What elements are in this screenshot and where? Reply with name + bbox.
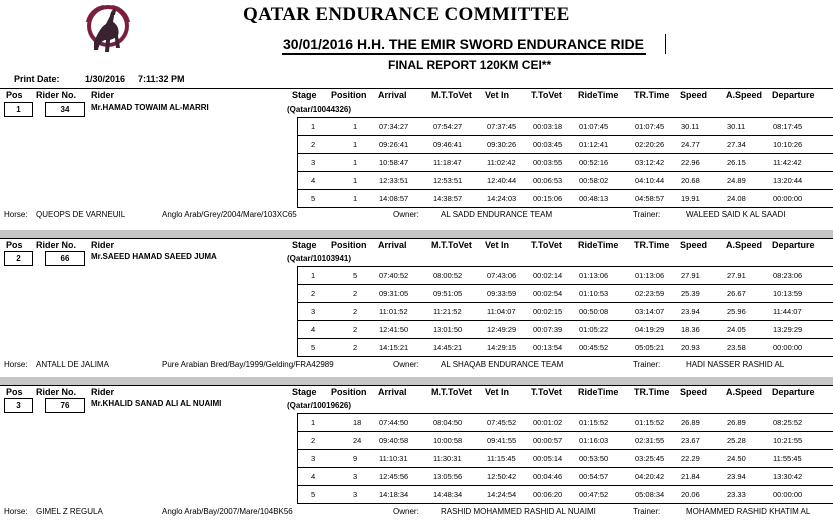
- column-header-speed: Speed: [680, 387, 708, 397]
- cell-t-to-vet: 00:03:55: [533, 158, 563, 167]
- cell-speed: 23.94: [681, 307, 700, 316]
- cell-vet-in: 14:29:15: [487, 343, 517, 352]
- cell-mt-to-vet: 08:04:50: [433, 418, 463, 427]
- cell-stage: 2: [311, 289, 316, 298]
- column-header-rider: Rider: [91, 240, 115, 250]
- cell-ride-time: 00:48:13: [579, 194, 609, 203]
- cell-ride-time: 01:05:22: [579, 325, 609, 334]
- cell-arrival: 14:15:21: [379, 343, 409, 352]
- column-header-mt-to-vet: M.T.ToVet: [431, 90, 472, 100]
- column-header-ride-time: RideTime: [578, 240, 619, 250]
- cell-t-to-vet: 00:02:54: [533, 289, 563, 298]
- column-header-pos: Pos: [6, 387, 23, 397]
- stage-row: [297, 135, 833, 154]
- cell-tr-time: 02:31:55: [635, 436, 665, 445]
- cell-ride-time: 01:13:06: [579, 271, 609, 280]
- column-header-arrival: Arrival: [378, 90, 407, 100]
- report-title: FINAL REPORT 120KM CEI**: [388, 58, 552, 72]
- column-header-departure: Departure: [772, 387, 815, 397]
- cell-vet-in: 14:24:03: [487, 194, 517, 203]
- cell-position: 1: [353, 158, 358, 167]
- cell-speed: 20.93: [681, 343, 700, 352]
- cell-departure: 13:20:44: [773, 176, 803, 185]
- cell-a-speed: 24.05: [727, 325, 746, 334]
- trainer-name: WALEED SAID K AL SAADI: [686, 210, 786, 219]
- cell-ride-time: 01:12:41: [579, 140, 609, 149]
- column-header-vet-in: Vet In: [485, 90, 510, 100]
- stage-row: [297, 171, 833, 190]
- text-cursor: [665, 34, 666, 54]
- cell-t-to-vet: 00:00:57: [533, 436, 563, 445]
- cell-stage: 1: [311, 418, 316, 427]
- column-header-tr-time: TR.Time: [634, 90, 670, 100]
- horse-details: Anglo Arab/Grey/2004/Mare/103XC65: [162, 210, 297, 219]
- cell-ride-time: 00:52:16: [579, 158, 609, 167]
- column-header-arrival: Arrival: [378, 387, 407, 397]
- cell-position: 2: [353, 289, 358, 298]
- cell-mt-to-vet: 09:51:05: [433, 289, 463, 298]
- cell-stage: 1: [311, 122, 316, 131]
- cell-stage: 5: [311, 490, 316, 499]
- print-time: 7:11:32 PM: [138, 74, 185, 84]
- column-header-rider-no: Rider No.: [36, 240, 77, 250]
- cell-t-to-vet: 00:02:15: [533, 307, 563, 316]
- cell-vet-in: 11:02:42: [487, 158, 516, 167]
- cell-arrival: 14:08:57: [379, 194, 409, 203]
- cell-speed: 26.89: [681, 418, 700, 427]
- rider-section: [0, 84, 833, 230]
- cell-speed: 21.84: [681, 472, 700, 481]
- stage-row: [297, 467, 833, 486]
- cell-a-speed: 24.50: [727, 454, 746, 463]
- header-line: [0, 88, 833, 89]
- cell-a-speed: 23.94: [727, 472, 746, 481]
- position-box: 3: [4, 398, 33, 413]
- cell-ride-time: 00:50:08: [579, 307, 609, 316]
- cell-tr-time: 05:05:21: [635, 343, 665, 352]
- cell-t-to-vet: 00:04:46: [533, 472, 563, 481]
- cell-arrival: 12:45:56: [379, 472, 409, 481]
- column-header-vet-in: Vet In: [485, 387, 510, 397]
- cell-tr-time: 05:08:34: [635, 490, 665, 499]
- cell-stage: 5: [311, 194, 316, 203]
- cell-ride-time: 00:47:52: [579, 490, 609, 499]
- cell-stage: 4: [311, 472, 316, 481]
- cell-speed: 18.36: [681, 325, 700, 334]
- cell-vet-in: 12:49:29: [487, 325, 517, 334]
- cell-stage: 2: [311, 140, 316, 149]
- cell-tr-time: 04:58:57: [635, 194, 665, 203]
- cell-mt-to-vet: 14:38:57: [433, 194, 463, 203]
- cell-a-speed: 25.28: [727, 436, 746, 445]
- rider-number-box: 66: [45, 251, 85, 266]
- rider-id: (Qatar/10019626): [287, 401, 352, 410]
- cell-speed: 20.68: [681, 176, 700, 185]
- cell-a-speed: 23.33: [727, 490, 746, 499]
- stage-row: [297, 117, 833, 136]
- cell-arrival: 09:40:58: [379, 436, 409, 445]
- cell-vet-in: 09:41:55: [487, 436, 517, 445]
- rider-section: [0, 377, 833, 523]
- print-date-label: Print Date:: [14, 74, 60, 84]
- column-header-position: Position: [331, 240, 367, 250]
- cell-position: 2: [353, 343, 358, 352]
- column-header-speed: Speed: [680, 90, 708, 100]
- cell-t-to-vet: 00:06:53: [533, 176, 563, 185]
- stage-row: [297, 153, 833, 172]
- cell-arrival: 09:26:41: [379, 140, 409, 149]
- cell-vet-in: 12:50:42: [487, 472, 517, 481]
- horse-label: Horse:: [4, 360, 28, 369]
- stage-row: [297, 413, 833, 432]
- column-header-departure: Departure: [772, 90, 815, 100]
- cell-position: 5: [353, 271, 358, 280]
- horse-label: Horse:: [4, 507, 28, 516]
- cell-vet-in: 14:24:54: [487, 490, 517, 499]
- cell-ride-time: 00:58:02: [579, 176, 609, 185]
- column-header-vet-in: Vet In: [485, 240, 510, 250]
- horse-name: QUEOPS DE VARNEUIL: [36, 210, 126, 219]
- owner-name: AL SHAQAB ENDURANCE TEAM: [441, 360, 564, 369]
- column-header-t-to-vet: T.ToVet: [531, 90, 562, 100]
- cell-position: 24: [353, 436, 362, 445]
- horse-label: Horse:: [4, 210, 28, 219]
- stage-row: [297, 266, 833, 285]
- column-header-tr-time: TR.Time: [634, 387, 670, 397]
- horse-name: ANTALL DE JALIMA: [36, 360, 109, 369]
- cell-mt-to-vet: 13:05:56: [433, 472, 463, 481]
- cell-arrival: 14:18:34: [379, 490, 409, 499]
- cell-stage: 2: [311, 436, 316, 445]
- cell-speed: 23.67: [681, 436, 700, 445]
- cell-a-speed: 26.15: [727, 158, 746, 167]
- cell-departure: 08:23:06: [773, 271, 803, 280]
- cell-speed: 30.11: [681, 122, 700, 131]
- section-separator: [0, 230, 833, 238]
- cell-ride-time: 01:10:53: [579, 289, 609, 298]
- cell-arrival: 12:33:51: [379, 176, 409, 185]
- cell-arrival: 09:31:05: [379, 289, 409, 298]
- cell-vet-in: 11:15:45: [487, 454, 516, 463]
- cell-a-speed: 24.89: [727, 176, 746, 185]
- cell-position: 2: [353, 307, 358, 316]
- cell-ride-time: 00:45:52: [579, 343, 609, 352]
- cell-a-speed: 27.34: [727, 140, 746, 149]
- cell-a-speed: 23.58: [727, 343, 746, 352]
- cell-departure: 11:42:42: [773, 158, 802, 167]
- cell-position: 3: [353, 490, 358, 499]
- rider-section: [0, 230, 833, 376]
- column-header-departure: Departure: [772, 240, 815, 250]
- trainer-label: Trainer:: [633, 360, 661, 369]
- column-header-position: Position: [331, 90, 367, 100]
- print-date: 1/30/2016: [85, 74, 126, 84]
- cell-departure: 13:30:42: [773, 472, 803, 481]
- cell-vet-in: 07:45:52: [487, 418, 517, 427]
- cell-stage: 3: [311, 454, 316, 463]
- trainer-label: Trainer:: [633, 210, 661, 219]
- stage-row: [297, 485, 833, 504]
- cell-tr-time: 03:14:07: [635, 307, 665, 316]
- cell-stage: 3: [311, 158, 316, 167]
- cell-mt-to-vet: 11:21:52: [433, 307, 462, 316]
- column-header-rider-no: Rider No.: [36, 90, 77, 100]
- column-header-stage: Stage: [292, 240, 317, 250]
- cell-stage: 4: [311, 325, 316, 334]
- cell-speed: 27.91: [681, 271, 700, 280]
- cell-departure: 00:00:00: [773, 194, 803, 203]
- cell-mt-to-vet: 11:30:31: [433, 454, 462, 463]
- cell-arrival: 07:44:50: [379, 418, 409, 427]
- cell-vet-in: 12:40:44: [487, 176, 517, 185]
- cell-tr-time: 03:12:42: [635, 158, 665, 167]
- column-header-t-to-vet: T.ToVet: [531, 387, 562, 397]
- cell-ride-time: 01:16:03: [579, 436, 609, 445]
- cell-t-to-vet: 00:13:54: [533, 343, 563, 352]
- column-header-rider-no: Rider No.: [36, 387, 77, 397]
- cell-a-speed: 24.08: [727, 194, 746, 203]
- column-header-stage: Stage: [292, 90, 317, 100]
- cell-vet-in: 09:30:26: [487, 140, 517, 149]
- cell-arrival: 07:34:27: [379, 122, 409, 131]
- horse-details: Pure Arabian Bred/Bay/1999/Gelding/FRA42989: [162, 360, 334, 369]
- cell-mt-to-vet: 11:18:47: [433, 158, 462, 167]
- column-header-pos: Pos: [6, 240, 23, 250]
- owner-label: Owner:: [393, 507, 419, 516]
- column-header-ride-time: RideTime: [578, 90, 619, 100]
- committee-title: QATAR ENDURANCE COMMITTEE: [243, 4, 570, 25]
- cell-a-speed: 27.91: [727, 271, 746, 280]
- stage-row: [297, 338, 833, 357]
- column-header-rider: Rider: [91, 90, 115, 100]
- column-header-pos: Pos: [6, 90, 23, 100]
- cell-stage: 1: [311, 271, 316, 280]
- cell-tr-time: 01:13:06: [635, 271, 665, 280]
- cell-speed: 22.29: [681, 454, 700, 463]
- cell-mt-to-vet: 12:53:51: [433, 176, 463, 185]
- cell-vet-in: 07:43:06: [487, 271, 517, 280]
- cell-tr-time: 01:07:45: [635, 122, 665, 131]
- cell-departure: 00:00:00: [773, 343, 803, 352]
- cell-mt-to-vet: 14:48:34: [433, 490, 463, 499]
- rider-name: Mr.KHALID SANAD ALI AL NUAIMI: [91, 399, 222, 408]
- cell-tr-time: 04:19:29: [635, 325, 665, 334]
- cell-position: 18: [353, 418, 362, 427]
- column-header-rider: Rider: [91, 387, 115, 397]
- trainer-label: Trainer:: [633, 507, 661, 516]
- cell-tr-time: 03:25:45: [635, 454, 665, 463]
- cell-vet-in: 09:33:59: [487, 289, 517, 298]
- cell-departure: 08:25:52: [773, 418, 803, 427]
- column-header-stage: Stage: [292, 387, 317, 397]
- cell-t-to-vet: 00:07:39: [533, 325, 563, 334]
- stage-row: [297, 320, 833, 339]
- trainer-name: HADI NASSER RASHID AL: [686, 360, 785, 369]
- rider-name: Mr.SAEED HAMAD SAEED JUMA: [91, 252, 217, 261]
- stage-row: [297, 189, 833, 208]
- cell-position: 9: [353, 454, 358, 463]
- header-line: [0, 238, 833, 239]
- column-header-position: Position: [331, 387, 367, 397]
- column-header-mt-to-vet: M.T.ToVet: [431, 240, 472, 250]
- cell-departure: 10:13:59: [773, 289, 803, 298]
- cell-position: 2: [353, 325, 358, 334]
- cell-speed: 22.96: [681, 158, 700, 167]
- section-separator: [0, 377, 833, 385]
- cell-departure: 11:55:45: [773, 454, 802, 463]
- cell-position: 1: [353, 194, 358, 203]
- cell-arrival: 11:01:52: [379, 307, 408, 316]
- cell-ride-time: 00:53:50: [579, 454, 609, 463]
- column-header-a-speed: A.Speed: [726, 387, 763, 397]
- cell-position: 1: [353, 140, 358, 149]
- cell-ride-time: 01:15:52: [579, 418, 609, 427]
- column-header-t-to-vet: T.ToVet: [531, 240, 562, 250]
- committee-logo: [80, 2, 136, 60]
- cell-t-to-vet: 00:01:02: [533, 418, 563, 427]
- cell-t-to-vet: 00:06:20: [533, 490, 563, 499]
- cell-mt-to-vet: 09:46:41: [433, 140, 463, 149]
- cell-vet-in: 11:04:07: [487, 307, 516, 316]
- rider-number-box: 76: [45, 398, 85, 413]
- position-box: 1: [4, 102, 33, 117]
- column-header-ride-time: RideTime: [578, 387, 619, 397]
- cell-tr-time: 02:20:26: [635, 140, 665, 149]
- column-header-arrival: Arrival: [378, 240, 407, 250]
- owner-label: Owner:: [393, 360, 419, 369]
- cell-t-to-vet: 00:05:14: [533, 454, 563, 463]
- cell-mt-to-vet: 08:00:52: [433, 271, 463, 280]
- cell-speed: 20.06: [681, 490, 700, 499]
- cell-departure: 10:10:26: [773, 140, 803, 149]
- stage-row: [297, 449, 833, 468]
- stage-row: [297, 302, 833, 321]
- cell-t-to-vet: 00:15:06: [533, 194, 563, 203]
- cell-stage: 4: [311, 176, 316, 185]
- cell-mt-to-vet: 07:54:27: [433, 122, 463, 131]
- column-header-a-speed: A.Speed: [726, 240, 763, 250]
- stage-row: [297, 284, 833, 303]
- cell-speed: 24.77: [681, 140, 700, 149]
- cell-mt-to-vet: 13:01:50: [433, 325, 463, 334]
- cell-departure: 00:00:00: [773, 490, 803, 499]
- cell-tr-time: 04:10:44: [635, 176, 665, 185]
- cell-vet-in: 07:37:45: [487, 122, 517, 131]
- rider-number-box: 34: [45, 102, 85, 117]
- event-title: 30/01/2016 H.H. THE EMIR SWORD ENDURANCE RIDE: [282, 36, 646, 55]
- trainer-name: MOHAMMED RASHID KHATIM AL: [686, 507, 811, 516]
- header-line: [0, 385, 833, 386]
- cell-position: 1: [353, 122, 358, 131]
- column-header-a-speed: A.Speed: [726, 90, 763, 100]
- cell-arrival: 07:40:52: [379, 271, 409, 280]
- cell-mt-to-vet: 10:00:58: [433, 436, 463, 445]
- cell-stage: 3: [311, 307, 316, 316]
- cell-a-speed: 26.67: [727, 289, 746, 298]
- cell-departure: 10:21:55: [773, 436, 803, 445]
- horse-name: GIMEL Z REGULA: [36, 507, 103, 516]
- cell-t-to-vet: 00:03:18: [533, 122, 563, 131]
- cell-speed: 19.91: [681, 194, 700, 203]
- cell-arrival: 11:10:31: [379, 454, 408, 463]
- column-header-speed: Speed: [680, 240, 708, 250]
- cell-speed: 25.39: [681, 289, 700, 298]
- cell-departure: 13:29:29: [773, 325, 803, 334]
- cell-a-speed: 25.96: [727, 307, 746, 316]
- cell-t-to-vet: 00:02:14: [533, 271, 563, 280]
- owner-label: Owner:: [393, 210, 419, 219]
- cell-stage: 5: [311, 343, 316, 352]
- owner-name: AL SADD ENDURANCE TEAM: [441, 210, 553, 219]
- position-box: 2: [4, 251, 33, 266]
- cell-a-speed: 26.89: [727, 418, 746, 427]
- cell-position: 3: [353, 472, 358, 481]
- stage-row: [297, 431, 833, 450]
- column-header-mt-to-vet: M.T.ToVet: [431, 387, 472, 397]
- cell-departure: 11:44:07: [773, 307, 802, 316]
- cell-position: 1: [353, 176, 358, 185]
- horse-details: Anglo Arab/Bay/2007/Mare/104BK56: [162, 507, 293, 516]
- rider-name: Mr.HAMAD TOWAIM AL-MARRI: [91, 103, 209, 112]
- cell-departure: 08:17:45: [773, 122, 803, 131]
- cell-arrival: 10:58:47: [379, 158, 409, 167]
- cell-a-speed: 30.11: [727, 122, 746, 131]
- cell-ride-time: 00:54:57: [579, 472, 609, 481]
- cell-tr-time: 02:23:59: [635, 289, 665, 298]
- cell-ride-time: 01:07:45: [579, 122, 609, 131]
- rider-id: (Qatar/10103941): [287, 254, 352, 263]
- cell-mt-to-vet: 14:45:21: [433, 343, 463, 352]
- column-header-tr-time: TR.Time: [634, 240, 670, 250]
- cell-tr-time: 04:20:42: [635, 472, 665, 481]
- cell-tr-time: 01:15:52: [635, 418, 665, 427]
- rider-id: (Qatar/10044326): [287, 105, 352, 114]
- owner-name: RASHID MOHAMMED RASHID AL NUAIMI: [441, 507, 596, 516]
- cell-t-to-vet: 00:03:45: [533, 140, 563, 149]
- cell-arrival: 12:41:50: [379, 325, 409, 334]
